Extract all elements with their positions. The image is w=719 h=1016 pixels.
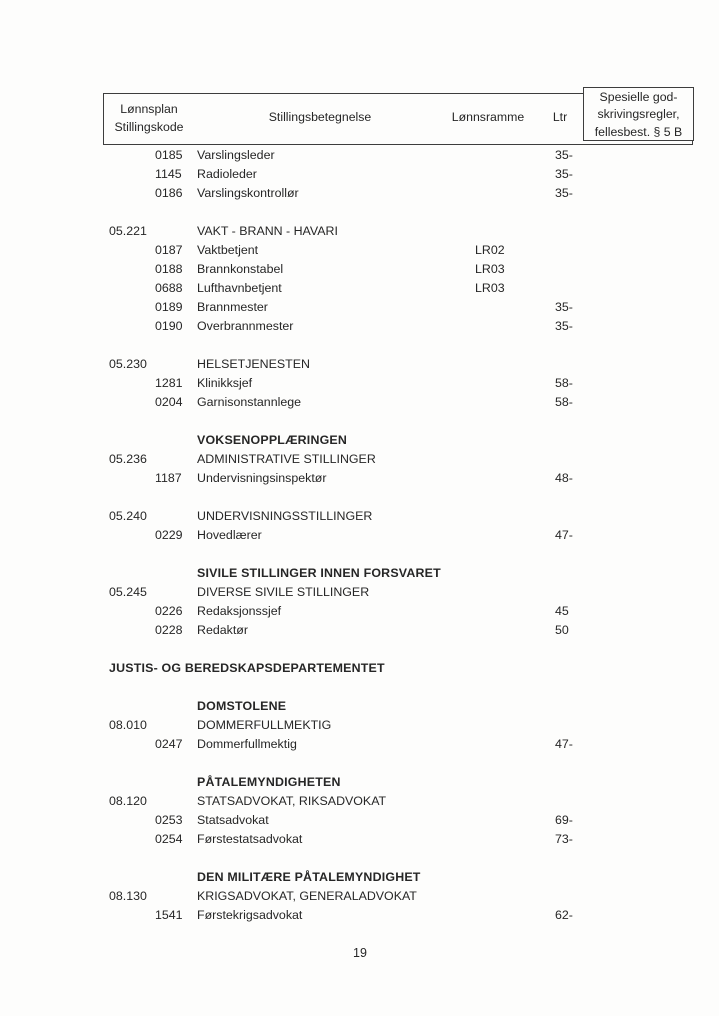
stillingskode: 0190 [155,319,183,333]
table-row [0,583,719,602]
ltr-value: 48- [555,471,573,485]
header-ltr: Ltr [552,110,568,124]
section-heading: VOKSENOPPLÆRINGEN [197,433,348,447]
stillingsbetegnelse: Førstekrigsadvokat [197,908,303,922]
table-row [0,317,719,336]
section-heading: SIVILE STILLINGER INNEN FORSVARET [197,566,441,580]
stillingskode: 1187 [155,471,182,485]
stillingskode: 1541 [155,908,183,922]
header-special-rules-line3: fellesbest. § 5 B [594,124,683,139]
table-row [0,830,719,849]
ltr-value: 35- [555,186,573,200]
lonnsplan-code: 05.221 [109,224,147,238]
spacer-row [0,203,719,222]
lonnsplan-code: 08.120 [109,794,147,808]
table-row [0,431,719,450]
lonnsplan-code: 05.245 [109,585,147,599]
table-row [0,241,719,260]
stillingskode: 1145 [155,167,182,181]
spacer-row [0,336,719,355]
stillingskode: 0187 [155,243,183,257]
ltr-value: 45 [555,604,569,618]
ltr-value: 35- [555,319,573,333]
ltr-value: 58- [555,376,573,390]
table-row [0,165,719,184]
stillingsbetegnelse: Redaksjonssjef [197,604,282,618]
stillingskode: 0188 [155,262,183,276]
stillingsbetegnelse: Klinikksjef [197,376,253,390]
spacer-row [0,754,719,773]
spacer-row [0,545,719,564]
lonnsplan-code: 08.010 [109,718,147,732]
table-row [0,298,719,317]
stillingsbetegnelse: Undervisningsinspektør [197,471,327,485]
table-row [0,279,719,298]
table-row [0,564,719,583]
spacer-row [0,412,719,431]
ltr-value: 35- [555,300,573,314]
table-row [0,735,719,754]
stillingsbetegnelse: Varslingskontrollør [197,186,299,200]
table-row [0,146,719,165]
department-heading: JUSTIS- OG BEREDSKAPSDEPARTEMENTET [109,661,385,675]
stillingskode: 0254 [155,832,183,846]
section-heading: DEN MILITÆRE PÅTALEMYNDIGHET [197,870,421,884]
header-stillingskode: Stillingskode [114,120,184,134]
table-row [0,222,719,241]
header-stillingsbetegnelse: Stillingsbetegnelse [268,110,372,124]
section-heading: DOMSTOLENE [197,699,287,713]
stillingsbetegnelse: Overbrannmester [197,319,294,333]
stillingsbetegnelse: VAKT - BRANN - HAVARI [197,224,338,238]
stillingsbetegnelse: Dommerfullmektig [197,737,297,751]
header-lonnsplan: Lønnsplan [120,102,178,116]
stillingsbetegnelse: Hovedlærer [197,528,262,542]
ltr-value: 47- [555,528,573,542]
table-row [0,697,719,716]
lonnsramme-value: LR02 [475,243,505,257]
stillingsbetegnelse: Brannmester [197,300,268,314]
table-row [0,602,719,621]
stillingsbetegnelse: Redaktør [197,623,248,637]
stillingsbetegnelse: Statsadvokat [197,813,269,827]
stillingsbetegnelse: Garnisonstannlege [197,395,302,409]
stillingskode: 0189 [155,300,183,314]
ltr-value: 35- [555,148,573,162]
table-row [0,792,719,811]
ltr-value: 58- [555,395,573,409]
table-row [0,374,719,393]
table-row [0,716,719,735]
stillingskode: 0186 [155,186,183,200]
table-row [0,260,719,279]
table-body [0,146,719,925]
stillingskode: 0226 [155,604,183,618]
stillingsbetegnelse: Vaktbetjent [197,243,259,257]
stillingsbetegnelse: ADMINISTRATIVE STILLINGER [197,452,376,466]
table-row [0,393,719,412]
stillingskode: 1281 [155,376,183,390]
stillingsbetegnelse: KRIGSADVOKAT, GENERALADVOKAT [197,889,417,903]
ltr-value: 62- [555,908,573,922]
header-special-rules-box [583,87,694,141]
stillingskode: 0253 [155,813,183,827]
stillingsbetegnelse: DOMMERFULLMEKTIG [197,718,332,732]
lonnsplan-code: 08.130 [109,889,147,903]
table-row [0,621,719,640]
lonnsplan-code: 05.240 [109,509,147,523]
stillingsbetegnelse: DIVERSE SIVILE STILLINGER [197,585,370,599]
stillingsbetegnelse: Varslingsleder [197,148,275,162]
lonnsramme-value: LR03 [475,281,505,295]
stillingskode: 0185 [155,148,183,162]
page-number: 19 [353,946,367,960]
table-row [0,469,719,488]
stillingskode: 0204 [155,395,183,409]
lonnsramme-value: LR03 [475,262,505,276]
section-heading: PÅTALEMYNDIGHETEN [197,775,341,789]
spacer-row [0,488,719,507]
stillingsbetegnelse: UNDERVISNINGSSTILLINGER [197,509,373,523]
table-row [0,906,719,925]
table-row [0,868,719,887]
spacer-row [0,849,719,868]
stillingsbetegnelse: STATSADVOKAT, RIKSADVOKAT [197,794,387,808]
stillingsbetegnelse: Brannkonstabel [197,262,284,276]
lonnsplan-code: 05.230 [109,357,147,371]
ltr-value: 35- [555,167,573,181]
ltr-value: 73- [555,832,573,846]
stillingskode: 0229 [155,528,183,542]
stillingsbetegnelse: Radioleder [197,167,257,181]
spacer-row [0,640,719,659]
ltr-value: 69- [555,813,573,827]
header-special-rules-line1: Spesielle god- [599,90,678,104]
ltr-value: 47- [555,737,573,751]
table-row [0,811,719,830]
header-special-rules-line2: skrivingsregler, [597,107,680,122]
stillingskode: 0247 [155,737,183,751]
table-row [0,526,719,545]
table-row [0,887,719,906]
table-row [0,184,719,203]
header-lonnsramme: Lønnsramme [451,110,525,124]
lonnsplan-code: 05.236 [109,452,147,466]
table-row [0,355,719,374]
table-row [0,659,719,678]
stillingskode: 0688 [155,281,183,295]
stillingsbetegnelse: Lufthavnbetjent [197,281,282,295]
table-row [0,507,719,526]
table-row [0,773,719,792]
ltr-value: 50 [555,623,569,637]
table-row [0,450,719,469]
spacer-row [0,678,719,697]
stillingsbetegnelse: HELSETJENESTEN [197,357,310,371]
stillingskode: 0228 [155,623,183,637]
stillingsbetegnelse: Førstestatsadvokat [197,832,303,846]
